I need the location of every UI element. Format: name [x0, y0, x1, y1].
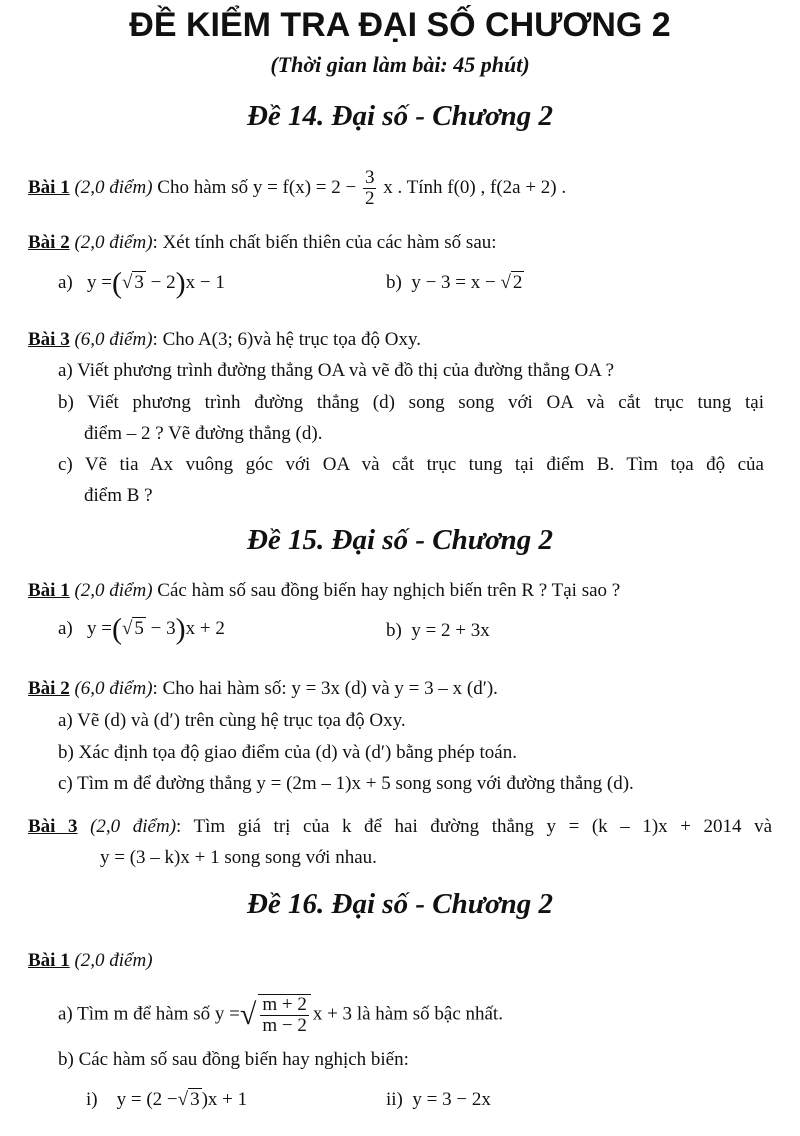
bai-label: Bài 2: [28, 232, 70, 253]
de15-bai2-b: b) Xác định tọa độ giao điểm của (d) và (d′) bằng phép toán.: [58, 742, 517, 763]
de15-bai3-line2: y = (3 – k)x + 1 song song với nhau.: [100, 847, 377, 868]
de16-bai1-b: b) Các hàm số sau đồng biến hay nghịch biến:: [58, 1049, 409, 1070]
points: (2,0 điểm): [90, 816, 177, 837]
exam-15-heading: Đề 15. Đại số - Chương 2: [246, 524, 554, 556]
de14-bai3-a: a) Viết phương trình đường thẳng OA và vẽ đồ thị của đường thẳng OA ?: [58, 360, 615, 381]
de14-bai2: Bài 2 (2,0 điểm): Xét tính chất biến thiên của các hàm số sau:: [28, 232, 497, 253]
fraction: $\frac{m + 2}{m - 2}$: [258, 994, 311, 1036]
de15-bai2-a: a) Vẽ (d) và (d′) trên cùng hệ trục tọa độ Oxy.: [58, 710, 406, 731]
points: (2,0 điểm): [74, 580, 153, 601]
bai-label: Bài 1: [28, 176, 70, 198]
time-limit: (Thời gian làm bài: 45 phút): [270, 52, 530, 77]
de16-bai1-a: a) Tìm m để hàm số y =√ $\frac{m + 2}{m - 2}$ x + 3 là hàm số bậc nhất.: [58, 994, 503, 1036]
de15-bai2-c: c) Tìm m để đường thẳng y = (2m – 1)x + 5 song song với đường thẳng (d).: [58, 773, 634, 794]
de15-bai1-a: a) y =(√ 5 − 3)x + 2: [58, 612, 225, 646]
page-title: ĐỀ KIỂM TRA ĐẠI SỐ CHƯƠNG 2: [129, 6, 671, 44]
de15-bai1: Bài 1 (2,0 điểm) Các hàm số sau đồng biến hay nghịch biến trên R ? Tại sao ?: [28, 580, 621, 601]
bai-label: Bài 2: [28, 678, 70, 699]
de15-bai3: Bài 3 (2,0 điểm): Tìm giá trị của k để hai đường thẳng y = (k – 1)x + 2014 và: [28, 816, 773, 837]
de14-bai3: Bài 3 (6,0 điểm): Cho A(3; 6)và hệ trục tọa độ Oxy.: [28, 329, 421, 350]
bai-label: Bài 3: [28, 329, 70, 350]
de15-bai1-b: b) y = 2 + 3x: [386, 620, 490, 641]
de14-bai1: Bài 1 (2,0 điểm) Cho hàm số y = f(x) = 2 − $\frac{3}{2}$ x . Tính f(0) , f(2a + 2) .: [28, 167, 567, 209]
points: (2,0 điểm): [74, 232, 153, 253]
points: (2,0 điểm): [74, 176, 153, 198]
de14-bai3-c-line2: điểm B ?: [84, 485, 153, 506]
de14-bai3-c-line1: c) Vẽ tia Ax vuông góc với OA và cắt trục tung tại điểm B. Tìm tọa độ của: [58, 454, 764, 475]
bai-label: Bài 1: [28, 580, 70, 601]
de14-bai3-b-line1: b) Viết phương trình đường thẳng (d) song song với OA và cắt trục tung tại: [58, 392, 764, 413]
de14-bai3-b-line2: điểm – 2 ? Vẽ đường thẳng (d).: [84, 423, 323, 444]
de16-bai1-ii: ii) y = 3 − 2x: [386, 1089, 491, 1110]
fraction: $\frac{3}{2}$: [364, 167, 375, 209]
formula: y = f(x) = 2 −: [252, 176, 357, 198]
bai-label: Bài 1: [28, 950, 70, 971]
bai-label: Bài 3: [28, 816, 78, 837]
de14-bai2-a: a) y =(√ 3 − 2)x − 1: [58, 266, 225, 300]
de14-bai2-b: b) y − 3 = x − √ 2: [386, 272, 523, 293]
exam-14-heading: Đề 14. Đại số - Chương 2: [246, 100, 554, 132]
de15-bai2: Bài 2 (6,0 điểm): Cho hai hàm số: y = 3x (d) và y = 3 – x (d′).: [28, 678, 498, 699]
points: (6,0 điểm): [74, 329, 153, 350]
points: (6,0 điểm): [74, 678, 153, 699]
exam-16-heading: Đề 16. Đại số - Chương 2: [246, 888, 554, 920]
de16-bai1-i: i) y = (2 −√ 3 )x + 1: [86, 1089, 248, 1110]
points: (2,0 điểm): [74, 950, 153, 971]
de16-bai1: [28, 948, 776, 974]
